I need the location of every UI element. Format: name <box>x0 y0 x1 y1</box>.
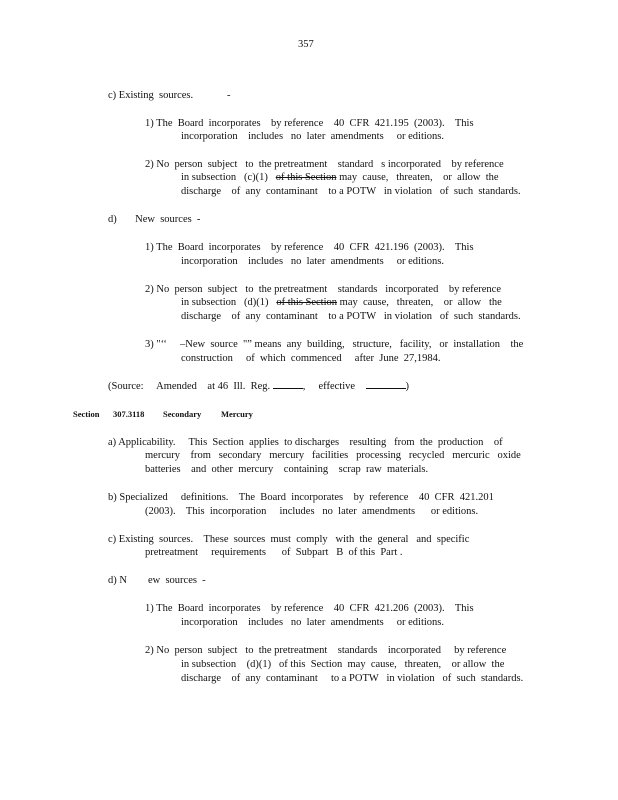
source-note <box>108 380 409 393</box>
d-new-heading: d) New sources - <box>108 214 201 225</box>
c-existing-p1-line2: incorporation includes no later amendments or editions. <box>181 131 445 142</box>
applicability-line2: mercury from secondary mercury facilities processing recycled mercuric oxide <box>145 450 521 461</box>
new-sources-p2-line2: in subsection (d)(1) of this Section may cause, threaten, or allow the <box>181 659 505 670</box>
applicability-line1: a) Applicability. This Section applies to discharges resulting from the production of <box>108 437 503 448</box>
existing-sources-line1: c) Existing sources. These sources must comply with the general and specific <box>108 534 470 545</box>
new-sources-p1-line1: 1) The Board incorporates by reference 40 CFR 421.206 (2003). This <box>145 603 474 614</box>
reg-blank <box>273 388 303 389</box>
new-sources-p1-line2: incorporation includes no later amendments or editions. <box>181 617 445 628</box>
new-sources-heading: d) N ew sources - <box>108 575 206 586</box>
c-existing-p2-line3: discharge of any contaminant to a POTW in violation of such standards. <box>181 186 521 197</box>
section-title-2: Mercury <box>221 409 253 419</box>
struck-text: of this Section <box>276 297 338 308</box>
source-prefix: (Source: Amended at 46 Ill. Reg. <box>108 381 271 392</box>
definitions-line2: (2003). This incorporation includes no later amendments or editions. <box>145 506 479 517</box>
effective-blank <box>366 388 406 389</box>
c-existing-p2-line2 <box>181 171 499 184</box>
d-new-p3-line2: construction of which commenced after June 27,1984. <box>181 353 441 364</box>
source-suffix: ) <box>405 381 410 392</box>
d-new-p2-line1: 2) No person subject to the pretreatment standards incorporated by reference <box>145 284 501 295</box>
section-label: Section <box>73 409 100 419</box>
c-existing-heading: c) Existing sources. <box>108 90 194 101</box>
d-new-p2-line2 <box>181 296 502 309</box>
page-number: 357 <box>298 39 314 50</box>
new-sources-p2-line3: discharge of any contaminant to a POTW in violation of such standards. <box>181 673 524 684</box>
line-rest: may cause, threaten, or allow the <box>339 297 502 308</box>
c-existing-p1-line1: 1) The Board incorporates by reference 40 CFR 421.195 (2003). This <box>145 118 474 129</box>
existing-sources-line2: pretreatment requirements of Subpart B of this Part . <box>145 547 403 558</box>
d-new-p1-line2: incorporation includes no later amendments or editions. <box>181 256 445 267</box>
definitions-line1: b) Specialized definitions. The Board incorporates by reference 40 CFR 421.201 <box>108 492 494 503</box>
c-existing-p2-line1: 2) No person subject to the pretreatment standard s incorporated by reference <box>145 159 504 170</box>
section-title: Secondary <box>163 409 202 419</box>
c-existing-dash: - <box>227 90 231 101</box>
d-new-p2-line3: discharge of any contaminant to a POTW in violation of such standards. <box>181 311 521 322</box>
line-rest: may cause, threaten, or allow the <box>339 172 499 183</box>
section-number: 307.3118 <box>113 409 145 419</box>
applicability-line3: batteries and other mercury containing scrap raw materials. <box>145 464 429 475</box>
subsection-ref: in subsection (d)(1) <box>181 297 269 308</box>
new-sources-p2-line1: 2) No person subject to the pretreatment standards incorporated by reference <box>145 645 507 656</box>
source-mid: , effective <box>302 381 356 392</box>
d-new-p3-line1: 3) "‘‘ –New source "” means any building, structure, facility, or installation the <box>145 339 524 350</box>
struck-text: of this Section <box>275 172 337 183</box>
subsection-ref: in subsection (c)(1) <box>181 172 268 183</box>
d-new-p1-line1: 1) The Board incorporates by reference 40 CFR 421.196 (2003). This <box>145 242 474 253</box>
